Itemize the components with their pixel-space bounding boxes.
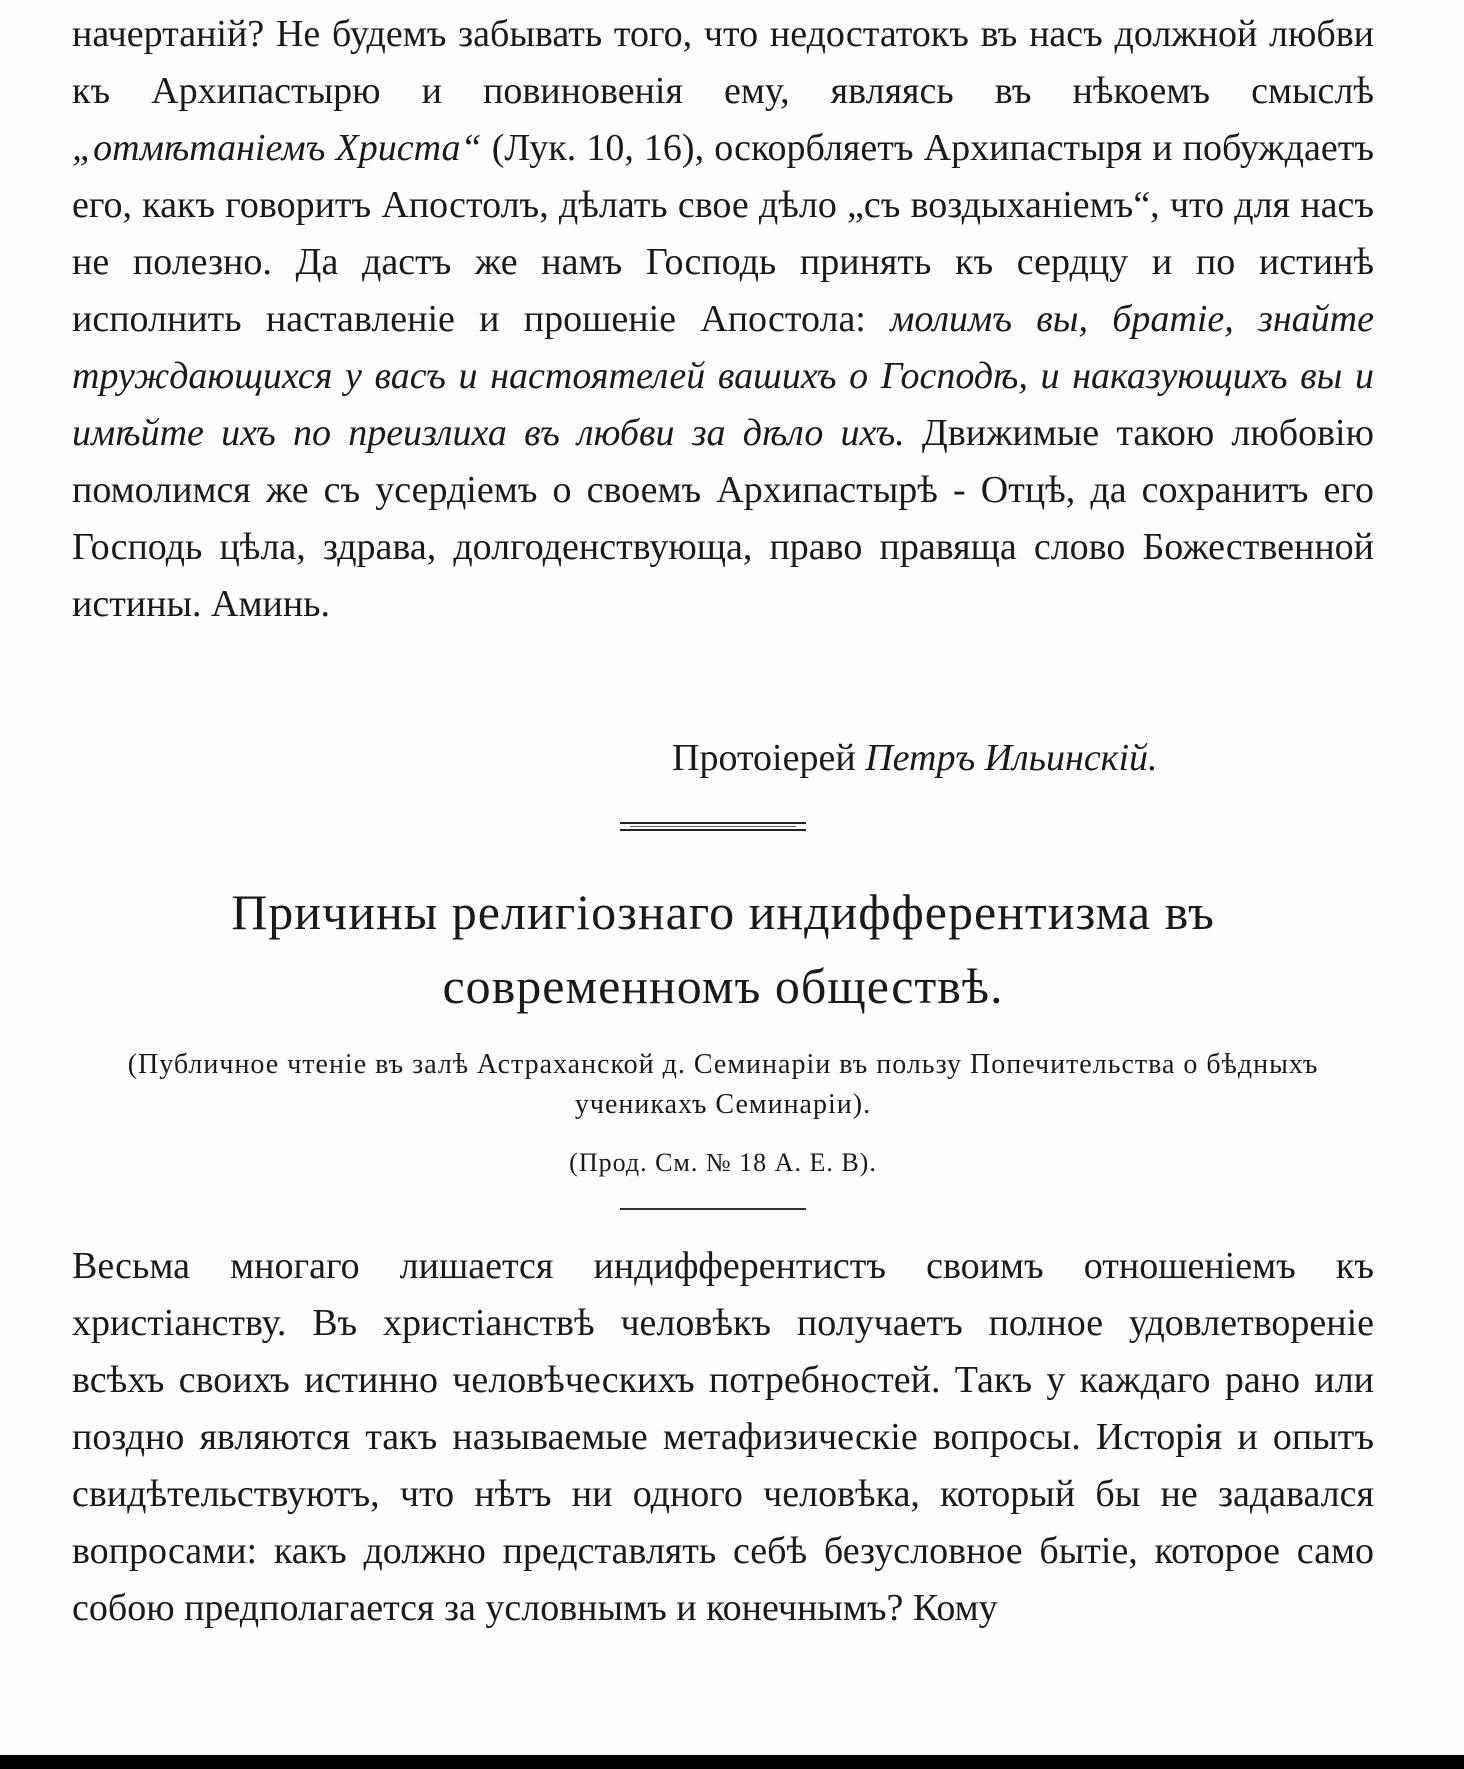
bottom-edge-bar xyxy=(0,1755,1464,1769)
text-segment: Движимые такою любовію помолимся же съ усердіемъ о своемъ Архипастырѣ - Отцѣ, да сохранитъ его Господь цѣла, здрава, долгоденствующа, право правяща слово Божественной истины. Аминь. xyxy=(72,412,1375,625)
text-segment: начертаній? Не будемъ забывать того, что недостатокъ въ насъ должной любви къ Архипастырю и повиновенія ему, являясь въ нѣкоемъ смыслѣ xyxy=(72,13,1374,112)
article-title: Причины религіознаго индифферентизма въ современномъ обществѣ. xyxy=(231,884,1215,1014)
previous-article-text xyxy=(72,6,1374,633)
section-divider-double xyxy=(620,822,806,831)
author-name: Петръ Ильинскій. xyxy=(865,737,1158,779)
italic-scripture-quote: молимъ вы, братіе, знайте труждающихся у васъ и настоятелей вашихъ о Господѣ, и наказующихъ вы и имѣйте ихъ по преизлиха въ любви за дѣло ихъ. xyxy=(72,298,1374,454)
article-subtitle: (Публичное чтеніе въ залѣ Астраханской д. Семинаріи въ пользу Попечительства о бѣдныхъ ученикахъ Семинаріи). xyxy=(127,1049,1319,1120)
text-segment: (Лук. 10, 16), оскорбляетъ Архипастыря и побуждаетъ его, какъ говоритъ Апостолъ, дѣлать свое дѣло „съ воздыханіемъ“, что для насъ не полезно. Да дастъ же намъ Господь принять къ сердцу и по истинѣ исполнить наставленіе и прошеніе Апостола: xyxy=(72,127,1374,340)
italic-quote: „отмѣтаніемъ Христа“ xyxy=(72,127,482,169)
continuation-reference: (Прод. См. № 18 А. Е. В). xyxy=(569,1148,877,1177)
article-body-text: Весьма многаго лишается индифферентистъ своимъ отношеніемъ къ христіанству. Въ христіанствѣ человѣкъ получаетъ полное удовлетвореніе всѣхъ своихъ истинно человѣческихъ потребностей. Такъ у каждаго рано или поздно являются такъ называемые метафизическіе вопросы. Исторія и опытъ свидѣтельствуютъ, что нѣтъ ни одного человѣка, который бы не задавался вопросами: какъ должно представлять себѣ безусловное бытіе, которое само собою предполагается за условнымъ и конечнымъ? Кому xyxy=(72,1245,1374,1629)
author-rank: Протоіерей xyxy=(672,737,856,779)
section-divider xyxy=(620,1208,806,1210)
author-signature xyxy=(672,730,1158,787)
